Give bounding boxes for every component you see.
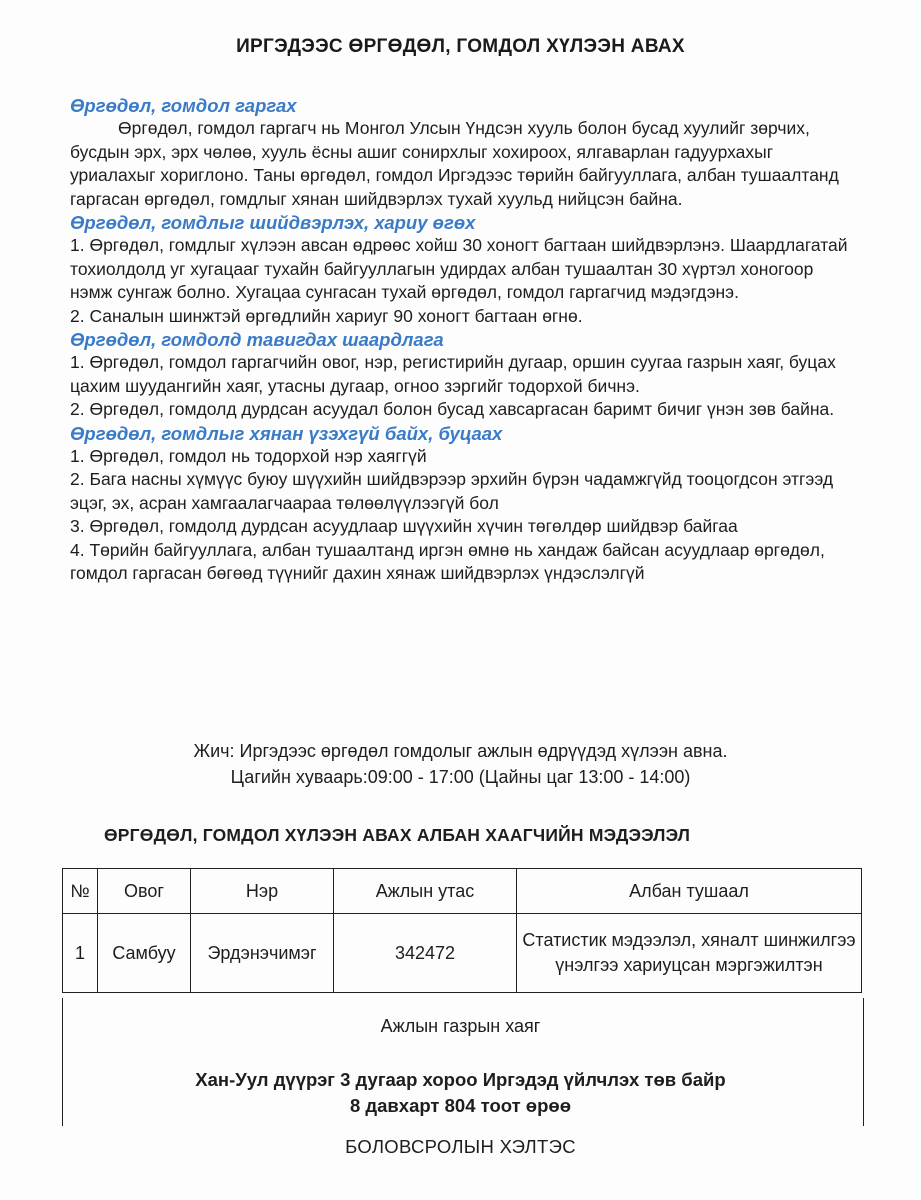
column-header: Нэр: [191, 869, 334, 914]
list-item: 4. Төрийн байгууллага, албан тушаалтанд иргэн өмнө нь хандаж байсан асуудлаар өргөдөл, гомдол гаргасан бөгөөд түүнийг дахин хянаж шийдвэрлэх үндэслэлгүй: [70, 539, 825, 583]
cell-phone: 342472: [334, 914, 517, 993]
section-rejection: [70, 422, 860, 586]
cell-name: Эрдэнэчимэг: [191, 914, 334, 993]
list-item: 2. Бага насны хүмүүс буюу шүүхийн шийдвэрээр эрхийн бүрэн чадамжгүйд тооцогдсон этгээд эцэг, эх, асран хамгаалагчаараа төлөөлүүлээгүй бол: [70, 469, 834, 513]
page-title: ИРГЭДЭЭС ӨРГӨДӨЛ, ГОМДОЛ ХҮЛЭЭН АВАХ: [236, 36, 685, 57]
section-heading: Өргөдөл, гомдлыг хянан үзэхгүй байх, буцаах: [70, 422, 503, 444]
address-label: Ажлын газрын хаяг: [380, 1016, 541, 1036]
address-text: [0, 1067, 921, 1119]
list-item: 2. Өргөдөл, гомдолд дурдсан асуудал болон бусад хавсаргасан баримт бичиг үнэн зөв байна.: [70, 399, 835, 419]
cell-number: 1: [63, 914, 98, 993]
table-row: [63, 914, 862, 993]
column-header: Ажлын утас: [334, 869, 517, 914]
list-item: 1. Өргөдөл, гомдлыг хүлээн авсан өдрөөс хойш 30 хоногт багтаан шийдвэрлэнэ. Шаардлагатай тохиолдолд уг хугацааг тухайн байгууллагын удирдах албан тушаалтан 30 хүртэл хоногоор нэмж сунгаж болно. Хугацаа сунгасан тухай өргөдөл, гомдол гаргагчид мэдэгдэнэ.: [70, 235, 848, 302]
list-item: 2. Саналын шинжтэй өргөдлийн хариуг 90 хоногт багтаан өгнө.: [70, 305, 583, 326]
column-header: №: [63, 869, 98, 914]
section-paragraph: Өргөдөл, гомдол гаргагч нь Монгол Улсын Үндсэн хууль болон бусад хуулийг зөрчих, бусдын эрх, эрх чөлөө, хууль ёсны ашиг сонирхлыг хохироох, ялгаварлан гадуурхахыг уриалахыг хориглоно. Таны өргөдөл, гомдол Иргэдээс төрийн байгууллага, албан тушаалтанд гаргасан өргөдөл, гомдлыг хянан шийдвэрлэх тухай хуульд нийцсэн байна.: [70, 118, 839, 209]
section-submit: [70, 94, 860, 211]
department-name: БОЛОВСРОЛЫН ХЭЛТЭС: [345, 1136, 576, 1157]
table-header-row: [63, 869, 862, 914]
section-requirements: [70, 328, 860, 422]
section-heading: Өргөдөл, гомдолд тавигдах шаардлага: [70, 329, 444, 350]
list-item: 1. Өргөдөл, гомдол гаргагчийн овог, нэр, регистирийн дугаар, оршин суугаа газрын хаяг, буцах цахим шуудангийн хаяг, утасны дугаар, огноо зэргийг тодорхой бичнэ.: [70, 352, 836, 396]
cell-surname: Самбуу: [98, 914, 191, 993]
section-resolve: [70, 211, 860, 328]
schedule-note: [0, 738, 921, 790]
main-content: [70, 94, 860, 586]
officer-info-title: ӨРГӨДӨЛ, ГОМДОЛ ХҮЛЭЭН АВАХ АЛБАН ХААГЧИЙН МЭДЭЭЛЭЛ: [104, 825, 691, 845]
list-item: 3. Өргөдөл, гомдолд дурдсан асуудлаар шүүхийн хүчин төгөлдөр шийдвэр байгаа: [70, 516, 738, 536]
schedule-line: Цагийн хуваарь:09:00 - 17:00 (Цайны цаг 13:00 - 14:00): [230, 767, 691, 787]
section-heading: Өргөдөл, гомдлыг шийдвэрлэх, хариу өгөх: [70, 212, 476, 233]
address-line: Хан-Уул дүүрэг 3 дугаар хороо Иргэдэд үйлчлэх төв байр: [195, 1069, 726, 1090]
column-header: Овог: [98, 869, 191, 914]
column-header: Албан тушаал: [517, 869, 862, 914]
section-heading: Өргөдөл, гомдол гаргах: [70, 95, 297, 116]
officer-table: [62, 868, 862, 993]
note-line: Жич: Иргэдээс өргөдөл гомдолыг ажлын өдрүүдэд хүлээн авна.: [193, 741, 728, 761]
cell-position: Статистик мэдээлэл, хяналт шинжилгээ үнэлгээ хариуцсан мэргэжилтэн: [517, 914, 862, 993]
list-item: 1. Өргөдөл, гомдол нь тодорхой нэр хаяггүй: [70, 445, 427, 466]
address-room: 8 давхарт 804 тоот өрөө: [349, 1095, 572, 1116]
